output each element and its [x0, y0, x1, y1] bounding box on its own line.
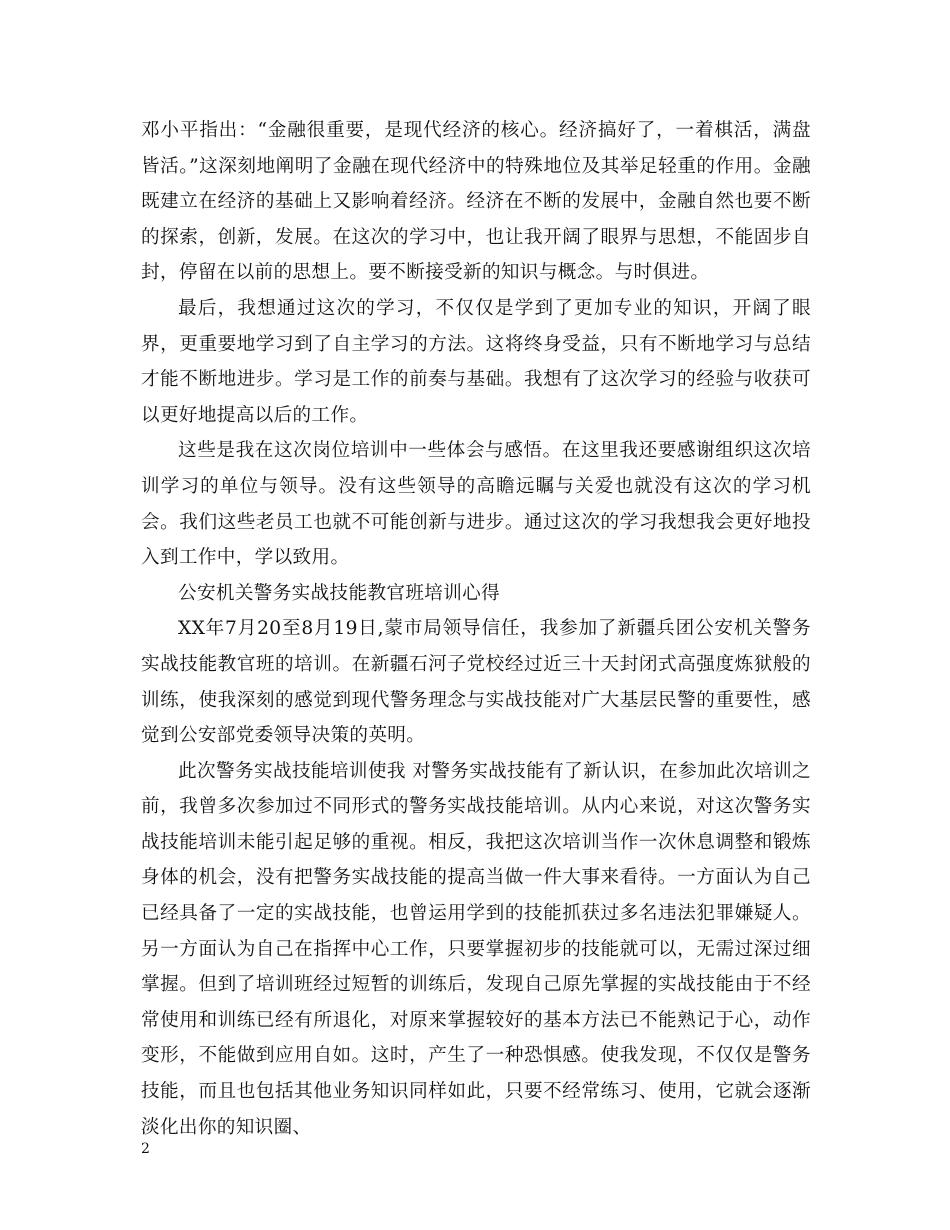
- paragraph-3: 这些是我在这次岗位培训中一些体会与感悟。在这里我还要感谢组织这次培训学习的单位与领导。没有这些领导的高瞻远瞩与关爱也就没有这次的学习机会。我们这些老员工也就不可能创新与进步。通过这次的学习我想我会更好地投入到工作中，学以致用。: [141, 440, 811, 569]
- paragraph-1: 邓小平指出：“金融很重要，是现代经济的核心。经济搞好了，一着棋活，满盘皆活。”这深刻地阐明了金融在现代经济中的特殊地位及其举足轻重的作用。金融既建立在经济的基础上又影响着经济。经济在不断的发展中，金融自然也要不断的探索，创新，发展。在这次的学习中，也让我开阔了眼界与思想，不能固步自封，停留在以前的思想上。要不断接受新的知识与概念。与时俱进。: [141, 120, 811, 284]
- paragraph-5: 此次警务实战技能培训使我 对警务实战技能有了新认识，在参加此次培训之前，我曾多次参加过不同形式的警务实战技能培训。从内心来说，对这次警务实战技能培训未能引起足够的重视。相反，我把这次培训当作一次休息调整和锻炼身体的机会，没有把警务实战技能的提高当做一件大事来看待。一方面认为自己已经具备了一定的实战技能，也曾运用学到的技能抓获过多名违法犯罪嫌疑人。另一方面认为自己在指挥中心工作，只要掌握初步的技能就可以，无需过深过细掌握。但到了培训班经过短暂的训练后，发现自己原先掌握的实战技能由于不经常使用和训练已经有所退化，对原来掌握较好的基本方法已不能熟记于心，动作变形，不能做到应用自如。这时，产生了一种恐惧感。使我发现，不仅仅是警务技能，而且也包括其他业务知识同样如此，只要不经常练习、使用，它就会逐渐淡化出你的知识圈、: [141, 760, 811, 1138]
- document-body: [141, 113, 811, 1145]
- paragraph-4: XX年7月20至8月19日,蒙市局领导信任，我参加了新疆兵团公安机关警务实战技能教官班的培训。在新疆石河子党校经过近三十天封闭式高强度炼狱般的训练，使我深刻的感觉到现代警务理念与实战技能对广大基层民警的重要性，感觉到公安部党委领导决策的英明。: [141, 618, 811, 747]
- page-number: 2: [141, 1141, 150, 1157]
- paragraph-2: 最后，我想通过这次的学习，不仅仅是学到了更加专业的知识，开阔了眼界，更重要地学习到了自主学习的方法。这将终身受益，只有不断地学习与总结才能不断地进步。学习是工作的前奏与基础。我想有了这次学习的经验与收获可以更好地提高以后的工作。: [141, 297, 811, 426]
- section-heading: 公安机关警务实战技能教官班培训心得: [178, 582, 501, 604]
